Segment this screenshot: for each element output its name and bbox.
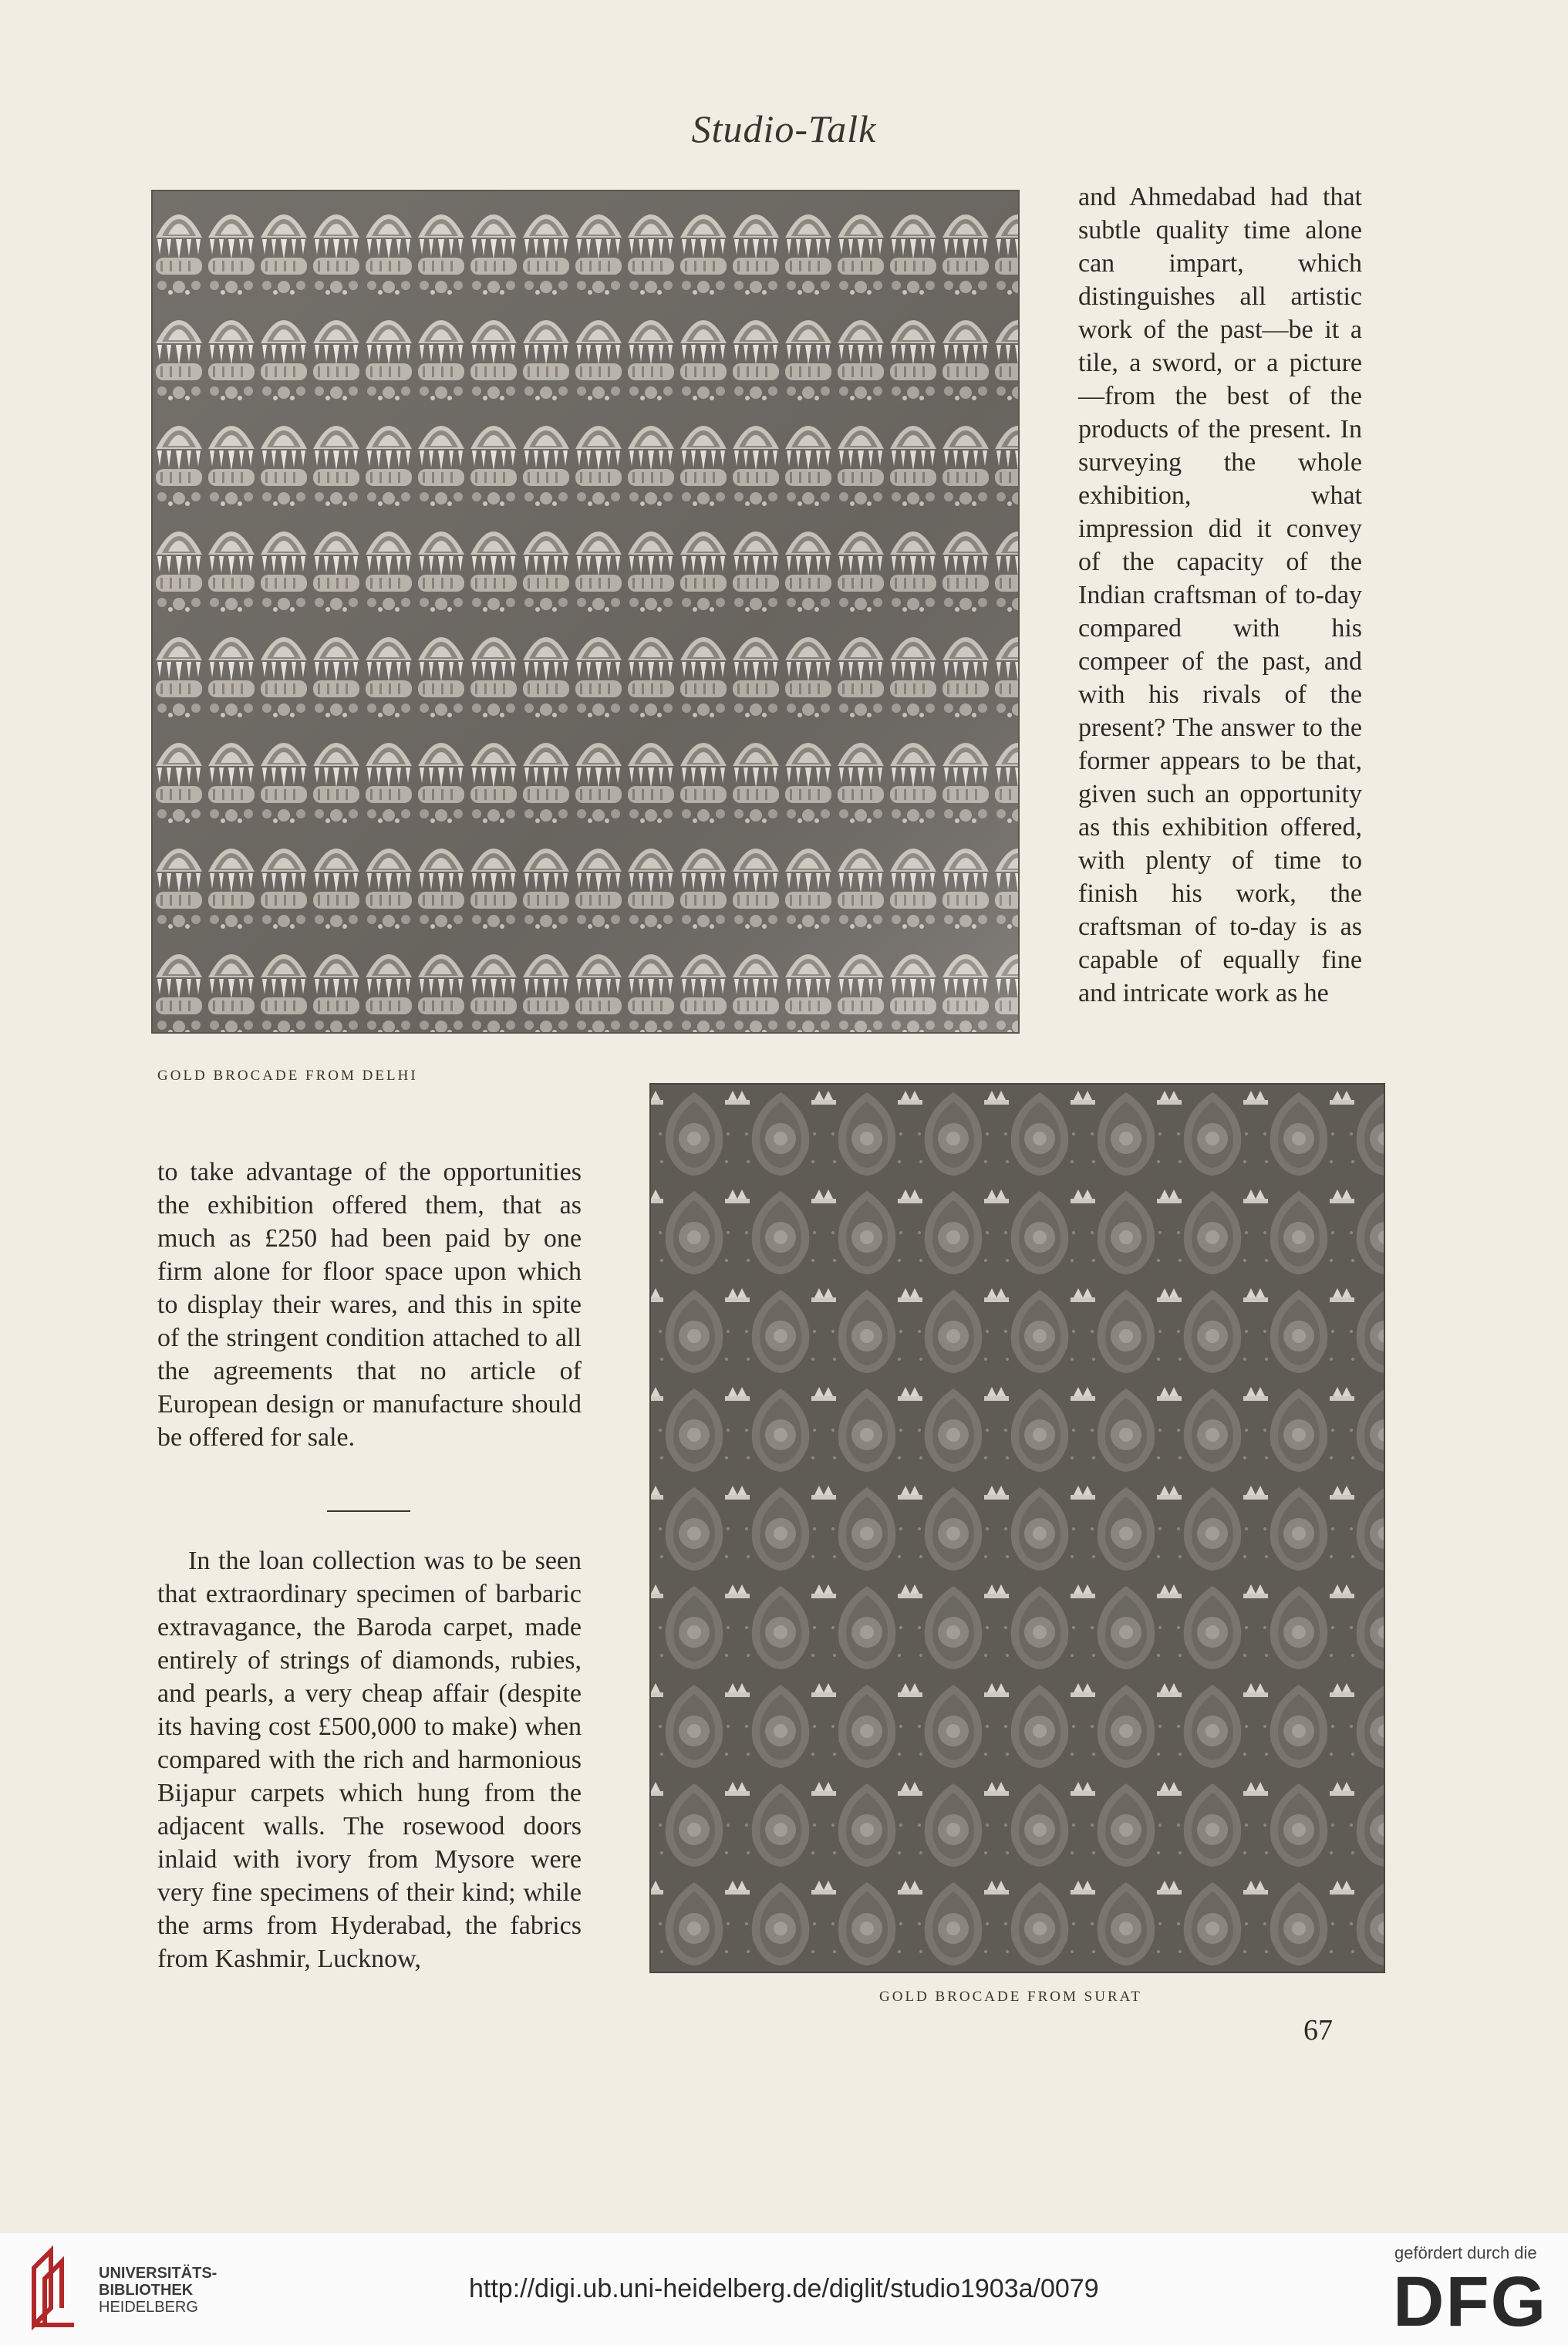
library-name	[99, 2265, 217, 2316]
delhi-caption: GOLD BROCADE FROM DELHI	[157, 1068, 418, 1084]
university-library-logo-icon	[28, 2245, 93, 2331]
library-line-3: HEIDELBERG	[99, 2299, 198, 2316]
left-paragraph-1: to take advantage of the opportunities the exhibition offered them, that as much as £250 had been paid by one firm alone for floor space upon which to display their wares, and this in spite of the stringent condition attached to all the agreements that no article of European design or manufacture should be offered for sale.	[157, 1158, 582, 1452]
surat-brocade-image	[649, 1083, 1385, 1973]
library-line-2: BIBLIOTHEK	[99, 2282, 194, 2299]
right-paragraph: and Ahmedabad had that subtle quality time alone can impart, which distinguishes all artistic work of the past—be it a tile, a sword, or a picture —from the best of the products of the present. In surveying the whole exhibition, what impression did it convey of the capacity of the Indian craftsman of to-day compared with his compeer of the past, and with his rivals of the present? The answer to the former appears to be that, given such an opportunity as this exhibition offered, with plenty of time to finish his work, the craftsman of to-day is as capable of equally fine and intricate work as he	[1078, 183, 1362, 1007]
left-text-column-top	[157, 1156, 582, 1454]
library-line-1: UNIVERSITÄTS-	[99, 2265, 217, 2282]
surat-caption: GOLD BROCADE FROM SURAT	[879, 1989, 1142, 2005]
dfg-logo: DFG	[1393, 2262, 1548, 2341]
section-divider	[327, 1510, 410, 1512]
left-paragraph-2: In the loan collection was to be seen that extraordinary specimen of barbaric extravagance, the Baroda carpet, made entirely of strings of diamonds, rubies, and pearls, a very cheap affair (despite its having cost £500,000 to make) when compared with the rich and harmonious Bijapur carpets which hung from the adjacent walls. The rosewood doors inlaid with ivory from Mysore were very fine specimens of their kind; while the arms from Hyderabad, the fabrics from Kashmir, Lucknow,	[157, 1547, 582, 1973]
page-number: 67	[1303, 2014, 1333, 2046]
right-text-column	[1078, 181, 1362, 1010]
source-url-link[interactable]: http://digi.ub.uni-heidelberg.de/diglit/studio1903a/0079	[469, 2274, 1099, 2303]
funding-label: gefördert durch die	[1394, 2243, 1537, 2262]
delhi-brocade-image	[151, 190, 1020, 1034]
left-text-column-bottom	[157, 1544, 582, 1976]
running-head: Studio-Talk	[691, 107, 877, 150]
